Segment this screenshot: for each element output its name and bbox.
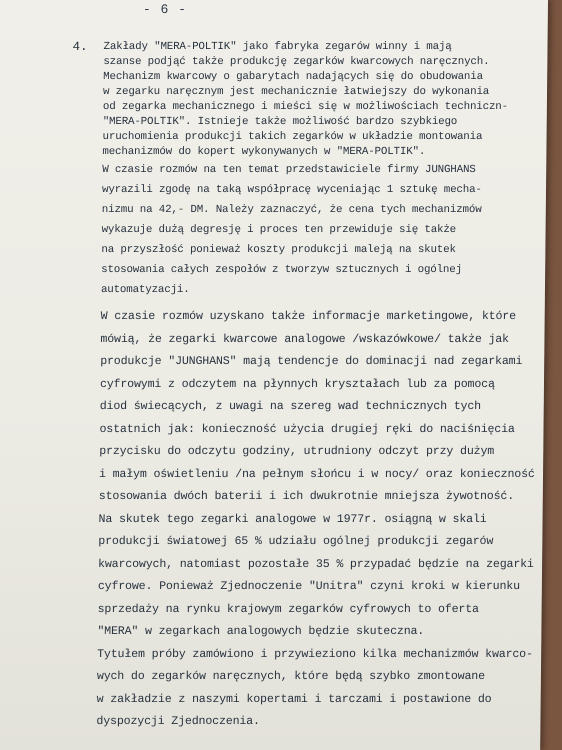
text-line: "MERA" w zegarkach analogowych będzie skuteczna. — [97, 625, 425, 638]
text-line: produkcje "JUNGHANS" mają tendencje do dominacji nad zegarkami — [100, 355, 523, 368]
text-line: na przyszłość ponieważ koszty produkcji maleją na skutek — [101, 244, 456, 256]
text-line: cyfrowymi z odczytem na płynnych kryształach lub za pomocą — [99, 377, 495, 391]
text-line: sprzedaży na rynku krajowym zegarków cyfrowych to oferta — [97, 602, 479, 616]
text-line: automatyzacji. — [100, 284, 190, 296]
text-line: i małym oświetleniu /na pełnym słońcu i w nocy/ oraz konieczność — [98, 467, 535, 481]
text-line: cyfrowe. Ponieważ Zjednoczenie "Unitra" czyni kroki w kierunku — [97, 580, 520, 593]
text-line: wyrazili zgodę na taką współpracę wyceniając 1 sztukę mecha- — [101, 184, 482, 196]
document-body — [96, 40, 543, 734]
text-line: uruchomienia produkcji takich zegarków w układzie montowania — [102, 131, 483, 143]
text-line: mówią, że zegarki kwarcowe analogowe /wskazówkowe/ także jak — [100, 332, 509, 346]
page-number: - 6 - — [142, 2, 187, 17]
text-line: W czasie rozmów na ten temat przedstawiciele firmy JUNGHANS — [102, 164, 476, 176]
text-line: w zakładzie z naszymi kopertami i tarczami i postawione do — [96, 692, 492, 706]
text-line: od zegarka mechanicznego i mieści się w możliwościach techniczn- — [102, 101, 509, 113]
text-line: stosowania dwóch baterii i ich dwukrotnie mniejsza żywotność. — [98, 490, 515, 503]
text-line: nizmu na 42,- DM. Należy zaznaczyć, że cena tych mechanizmów — [101, 204, 482, 216]
text-line: dyspozycji Zjednoczenia. — [96, 715, 260, 728]
text-line: stosowania całych zespołów z tworzyw sztucznych i ogólnej — [101, 264, 463, 276]
text-line: Zakłady "MERA-POLTIK" jako fabryka zegarów winny i mają — [103, 41, 452, 53]
text-line: produkcji światowej 65 % udziału ogólnej produkcji zegarów — [98, 535, 494, 548]
text-line: wych do zegarków naręcznych, które będą szybko zmontowane — [96, 670, 486, 683]
text-line: kwarcowych, natomiast pozostałe 35 % przypadać będzie na zegarki — [98, 557, 534, 571]
text-line: w zegarku naręcznym jest mechanicznie łatwiejszy do wykonania — [102, 86, 490, 98]
paragraph-2 — [96, 306, 540, 734]
text-line: mechanizmów do kopert wykonywanych w "MERA-POLTIK". — [102, 146, 426, 158]
text-line: Na skutek tego zegarki analogowe w 1977r. osiągną w skali — [98, 512, 487, 526]
text-line: diod świecących, z uwagi na szereg wad technicznych tych — [99, 400, 482, 413]
text-line: przycisku do odczytu godziny, utrudniony odczyt przy dużym — [99, 445, 495, 458]
text-line: "MERA-POLTIK". Istnieje także możliwość bardzo szybkiego — [102, 116, 458, 128]
text-line: ostatnich jak: konieczność użycia drugiej ręki do naciśnięcia — [99, 422, 515, 436]
text-line: Mechanizm kwarcowy o gabarytach nadających się do obudowania — [103, 71, 484, 83]
text-line: szanse podjąć także produkcję zegarków kwarcowych naręcznych. — [103, 56, 490, 68]
text-line: wykazuje dużą degresję i proces ten przewiduje się także — [101, 224, 457, 236]
text-line: W czasie rozmów uzyskano także informacje marketingowe, które — [100, 310, 517, 323]
item-number: 4. — [72, 40, 88, 54]
text-line: Tytułem próby zamówiono i przywieziono kilka mechanizmów kwarco- — [97, 647, 533, 661]
paragraph-1 — [101, 40, 544, 300]
